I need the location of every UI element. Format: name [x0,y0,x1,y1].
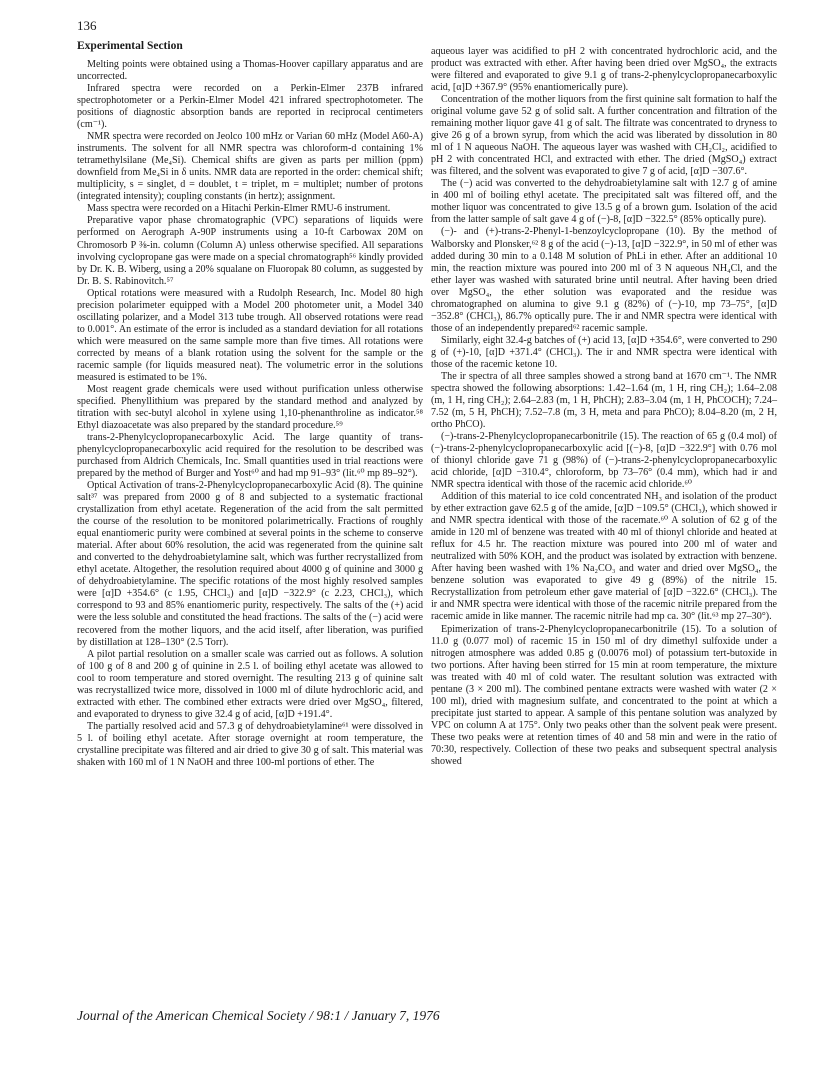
paragraph: Most reagent grade chemicals were used without purification unless otherwise specified. Phenyllithium was prepared by the standard method and analyzed by titration with sec-butyl alcohol in xylene using 1,10-phenanthroline as indicator.⁵⁸ Ethyl diazoacetate was also prepared by the standard procedure.⁵⁹ [77,383,423,431]
paragraph: Melting points were obtained using a Thomas-Hoover capillary apparatus and are uncorrected. [77,59,423,83]
paragraph: Preparative vapor phase chromatographic (VPC) separations of liquids were performed on Aerograph A-90P instruments using a 10-ft Carbowax 20M on Chromosorb P ⅜-in. column (Column A) unless otherwise specified. All separations involving cyclopropane gas were made on a special chromatograph⁵⁶ kindly provided by Dr. K. B. Wiberg, using a 20% squalane on Fluoropak 80 column, as suggested by Dr. B. S. Rabinovitch.⁵⁷ [77,215,423,287]
paragraph: Infrared spectra were recorded on a Perkin-Elmer 237B infrared spectrophotometer or a Perkin-Elmer Model 421 infrared spectrophotometer. The positions of diagnostic absorption bands are reported in reciprocal centimeters (cm⁻¹). [77,83,423,131]
left-column [77,40,423,769]
page-number: 136 [77,18,97,33]
paragraph: A pilot partial resolution on a smaller scale was carried out as follows. A solution of 100 g of 8 and 200 g of quinine in 2.5 l. of boiling ethyl acetate was allowed to cool to room temperature and stored overnight. The resulting 213 g of quinine salt was recrystallized twice more, dissolved in 1000 ml of dilute hydrochloric acid, and extracted with ether. The combined ether extracts were dried over MgSO₄, filtered, and evaporated to dryness to give 32.4 g of acid, [α]D +191.4°. [77,648,423,720]
paragraph: trans-2-Phenylcyclopropanecarboxylic Acid. The large quantity of trans-phenylcyclopropanecarboxylic acid required for the resolution to be described was purchased from Aldrich Chemicals, Inc. Small quantities used in trial reactions were prepared by the method of Burger and Yost⁶⁰ and had mp 91–93° (lit.⁶⁰ mp 89–92°). [77,432,423,480]
paragraph: (−)- and (+)-trans-2-Phenyl-1-benzoylcyclopropane (10). By the method of Walborsky and Plonsker,⁶² 8 g of the acid (−)-13, [α]D −322.9°, in 50 ml of ether was added during 30 min to a 0.148 M solution of PhLi in ether. After an additional 10 min, the reaction mixture was poured into 200 ml of 3 N aqueous NH₄Cl, and the ether layer was washed with saturated brine until neutral. After having been dried over MgSO₄, the ether solution was evaporated and the residue was chromatographed on alumina to give 9.1 g (82%) of (−)-10, mp 73–75°, [α]D −352.8° (CHCl₃), 86.7% optically pure. The ir and NMR spectra were identical with those of an independently prepared⁶² racemic sample. [431,226,777,334]
paragraph: Epimerization of trans-2-Phenylcyclopropanecarbonitrile (15). To a solution of 11.0 g (0.077 mol) of racemic 15 in 150 ml of dry dimethyl sulfoxide under a nitrogen atmosphere was added 0.85 g (0.0076 mol) of potassium tert-butoxide in two portions. After having been stirred for 15 min at room temperature, the mixture was treated with 40 ml of cold water. The resultant solution was extracted with pentane (3 × 200 ml). The combined pentane extracts were washed with water (2 × 100 ml), dried with magnesium sulfate, and concentrated to the point at which a precipitate just started to appear. A sample of this pentane solution was analyzed by VPC on column A at 175°. Only two peaks other than the solvent peak were present. These two peaks were at retention times of 40 and 58 min and were in the ratio of 70:30, respectively. Collection of these two peaks and subsequent spectral analysis showed [431,623,777,767]
journal-footer: Journal of the American Chemical Society / 98:1 / January 7, 1976 [77,1008,440,1023]
paragraph: Concentration of the mother liquors from the first quinine salt formation to half the original volume gave 52 g of solid salt. A further concentration and filtration of the remaining mother liquor gave 41 g of salt. The filtrate was concentrated to dryness to give 26 g of a brown syrup, from which the acid was liberated by dissolution in 80 ml of 1 N aqueous NaOH. The aqueous layer was washed with CH₂Cl₂, acidified to pH 2 with concentrated HCl, and extracted with ether. The dried (MgSO₄) extract was filtered, and the solvent was evaporated to give 7 g of acid, [α]D −307.6°. [431,94,777,178]
paragraph: Addition of this material to ice cold concentrated NH₃ and isolation of the product by ether extraction gave 62.5 g of the amide, [α]D −109.5° (CHCl₃), which showed ir and NMR spectra identical with those of the racemate.⁶⁰ A solution of 62 g of the amide in 120 ml of benzene was treated with 40 ml of thionyl chloride and heated at reflux for 4.5 hr. The reaction mixture was poured into 200 ml of water and neutralized with 50% KOH, and the product was isolated by extraction with benzene. After having been washed with 1% Na₂CO₃ and water and dried over MgSO₄, the benzene solution was evaporated to give 49 g (89%) of the nitrile 15. Recrystallization from petroleum ether gave material of [α]D −322.6° (CHCl₃). The ir and NMR spectra were identical with those of the racemic nitrile prepared from the racemic amide in like manner. The racemic nitrile had mp ca. 30° (lit.⁶³ mp 27–30°). [431,491,777,623]
paragraph: Similarly, eight 32.4-g batches of (+) acid 13, [α]D +354.6°, were converted to 290 g of (+)-10, [α]D +371.4° (CHCl₃). The ir and NMR spectra were identical with those of the racemic ketone 10. [431,334,777,370]
section-heading: Experimental Section [77,40,183,52]
paragraph: The (−) acid was converted to the dehydroabietylamine salt with 12.7 g of amine in 400 ml of boiling ethyl acetate. The precipitated salt was filtered off, and the mother liquor was concentrated to give 13.5 g of a brown gum. Isolation of the acid from the latter sample of salt gave 4 g of (−)-8, [α]D −322.5° (85% optically pure). [431,178,777,226]
paragraph: The partially resolved acid and 57.3 g of dehydroabietylamine⁶¹ were dissolved in 5 l. of boiling ethyl acetate. After storage overnight at room temperature, the crystalline precipitate was filtered and air dried to give 30 g of salt. This material was shaken with 160 ml of 1 N NaOH and three 100-ml portions of ether. The [77,720,423,768]
paragraph: (−)-trans-2-Phenylcyclopropanecarbonitrile (15). The reaction of 65 g (0.4 mol) of (−)-trans-2-phenylcyclopropanecarboxylic acid [(−)-8, [α]D −322.9°] with 0.76 mol of thionyl chloride gave 71 g (98%) of (−)-trans-2-phenylcyclopropanecarboxylic acid chloride, [α]D −310.4°, chloroform, bp 73–76° (0.4 mm), which had ir and NMR spectra identical with those of the racemic acid chloride.⁶⁰ [431,431,777,491]
paragraph: Mass spectra were recorded on a Hitachi Perkin-Elmer RMU-6 instrument. [87,203,391,215]
paragraph: The ir spectra of all three samples showed a strong band at 1670 cm⁻¹. The NMR spectra showed the following absorptions: 1.42–1.64 (m, 1 H, ring CH₂); 1.64–2.08 (m, 1 H, ring CH₂); 2.64–2.83 (m, 1 H, PhCH); 2.83–3.04 (m, 1 H, PhCOCH); 7.24–7.52 (m, 5 H, PhCH); 7.52–7.8 (m, 3 H, meta and para PhCO); 8.04–8.20 (m, 2 H, ortho PhCO). [431,370,777,430]
paragraph: NMR spectra were recorded on Jeolco 100 mHz or Varian 60 mHz (Model A60-A) instruments. The solvent for all NMR spectra was chloroform-d containing 1% tetramethylsilane (Me₄Si). Chemical shifts are given as parts per million (ppm) downfield from Me₄Si in δ units. NMR data are reported in the order: chemical shift; multiplicity, s = singlet, d = doublet, t = triplet, m = multiplet; number of protons (integrated intensity); coupling constants (in hertz); assignment. [77,131,423,203]
paragraph: Optical rotations were measured with a Rudolph Research, Inc. Model 80 high precision polarimeter equipped with a Model 200 photometer unit, a Model 340 oscillating polarizer, and a Model 313 tube trough. All observed rotations were read to 0.001°. An estimate of the error is included as a standard deviation for all rotations which were measured on the same sample more than five times. All rotations were corrected by means of a blank rotation using the solvent for the sample or the racemic sample (for liquids measured neat). The volumetric error in the solutions measured is estimated to be 1%. [77,287,423,383]
right-column [431,46,777,768]
paragraph: aqueous layer was acidified to pH 2 with concentrated hydrochloric acid, and the product was extracted with ether. After having been dried over MgSO₄, the extracts were filtered and evaporated to give 9.1 g of trans-2-phenylcyclopropanecarboxylic acid, [α]D +367.9° (95% enantiomerically pure). [431,46,777,94]
paragraph: Optical Activation of trans-2-Phenylcyclopropanecarboxylic Acid (8). The quinine salt³⁷ was prepared from 2000 g of 8 and subjected to a systematic fractional crystallization from ethyl acetate. Regeneration of the acid from the salt permitted the course of the resolution to be monitored polarimetrically. Fractions of roughly equal enantiomeric purity were combined at several points in the scheme to conserve material. After about 60% resolution, the acid was regenerated from the quinine salt and converted to the dehydroabietylamine salt, which was further recrystallized from ethyl acetate. Altogether, the resolution required about 4000 g of quinine and 3000 g of dehydroabietylamine. The specific rotations of the most highly resolved samples were [α]D +354.6° (c 1.95, CHCl₃) and [α]D −322.9° (c 2.23, CHCl₃), which correspond to 93 and 85% enantiomeric purity, respectively. The salts of the (+) acid were the less soluble and constituted the head fractions. The salts of the (−) acid were recovered from the mother liquors, and the acid itself, after liberation, was purified by distillation at 128–130° (2.5 Torr). [77,480,423,648]
